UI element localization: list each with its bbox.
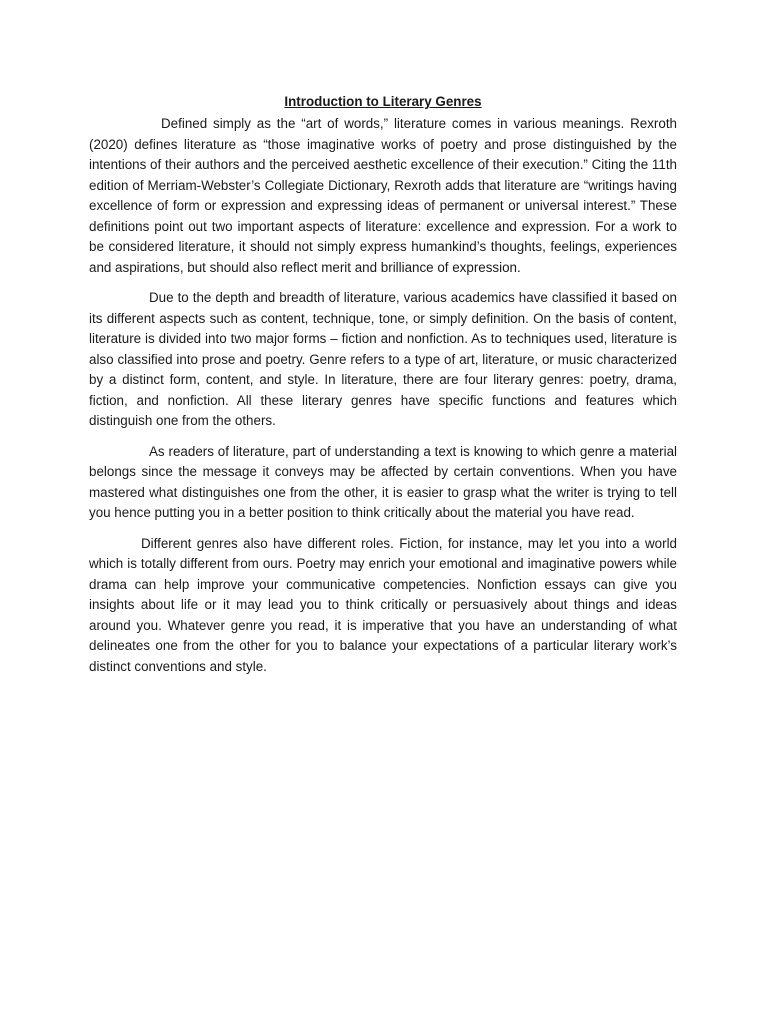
paragraph-roles: Different genres also have different roles. Fiction, for instance, may let you into a world which is totally different from ours. Poetry may enrich your emotional and imaginative powers while drama can help improve your communicative competencies. Nonfiction essays can give you insights about life or it may lead you to think critically or persuasively about things and ideas around you. Whatever genre you read, it is imperative that you have an understanding of what delineates one from the other for you to balance your expectations of a particular literary work’s distinct conventions and style. — [89, 535, 677, 674]
document-page — [89, 92, 677, 687]
paragraph-definition: Defined simply as the “art of words,” literature comes in various meanings. Rexroth (2020) defines literature as “those imaginative works of poetry and prose distinguished by the intentions of their authors and the perceived aesthetic excellence of their execution.” Citing the 11th edition of Merriam-Webster’s Collegiate Dictionary, Rexroth adds that literature are “writings having excellence of form or expression and expressing ideas of permanent or universal interest.” These definitions point out two important aspects of literature: excellence and expression. For a work to be considered literature, it should not simply express humankind’s thoughts, feelings, experiences and aspirations, but should also reflect merit and brilliance of expression. — [89, 116, 677, 275]
paragraph-classification: Due to the depth and breadth of literature, various academics have classified it based on its different aspects such as content, technique, tone, or simply definition. On the basis of content, literature is divided into two major forms – fiction and nonfiction. As to techniques used, literature is also classified into prose and poetry. Genre refers to a type of art, literature, or music characterized by a distinct form, content, and style. In literature, there are four literary genres: poetry, drama, fiction, and nonfiction. All these literary genres have specific functions and features which distinguish one from the others. — [89, 290, 677, 428]
paragraph-readers: As readers of literature, part of understanding a text is knowing to which genre a material belongs since the message it conveys may be affected by certain conventions. When you have mastered what distinguishes one from the other, it is easier to grasp what the writer is trying to tell you hence putting you in a better position to think critically about the material you have read. — [89, 443, 677, 520]
document-title: Introduction to Literary Genres — [284, 94, 482, 109]
